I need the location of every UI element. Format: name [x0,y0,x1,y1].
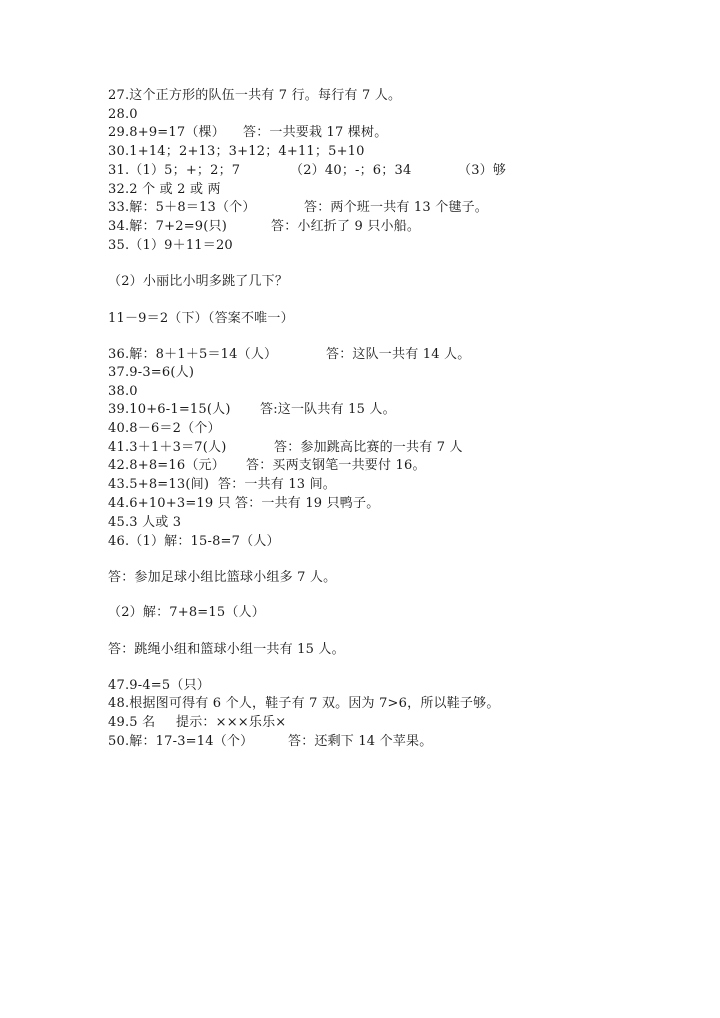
answer-text: 答：参加足球小组比篮球小组多 7 人。 [108,570,337,585]
answer-34 [108,218,420,236]
answer-27 [108,87,401,105]
answer-text: 29.8+9=17（棵） [108,125,225,140]
answer-part-2: （2）40；-；6；34 [290,163,412,178]
answer-text: 43.5+8=13(间) [108,477,210,492]
answer-36 [108,346,470,364]
answer-text: 39.10+6-1=15(人) [108,402,231,417]
answer-text: 40.8－6＝2（个） [108,421,221,436]
answer-reply: 答：一共要栽 17 棵树。 [243,125,388,140]
answer-text: （2）小丽比小明多跳了几下？ [108,274,289,289]
answer-reply: 答：这队一共有 14 人。 [326,347,471,362]
answer-reply: 答：一共有 13 间。 [218,477,337,492]
answer-hint: 提示：×××乐乐× [176,715,287,730]
answer-46-reply-2 [108,641,345,659]
answer-43 [108,476,336,494]
answer-reply: 答：两个班一共有 13 个毽子。 [304,200,489,215]
answer-reply: 答：小红折了 9 只小船。 [271,219,421,234]
answer-48 [108,695,500,713]
answer-text: 32.2 个 或 2 或 两 [108,182,221,197]
answer-30 [108,143,365,161]
answer-37 [108,364,194,382]
answer-text: 30.1+14；2+13；3+12；4+11；5+10 [108,144,365,159]
answer-text: 44.6+10+3=19 只 [108,496,231,511]
answer-text: 45.3 人或 3 [108,515,182,530]
answer-text: 50.解：17-3=14（个） [108,734,254,749]
answer-text: 47.9-4=5（只） [108,678,210,693]
answer-50 [108,733,432,751]
answer-text: 41.3＋1＋3＝7(人) [108,440,227,455]
answer-38 [108,383,138,401]
answer-33 [108,199,488,217]
answer-46-part-2 [108,604,265,622]
answer-part-3: （3）够 [458,163,507,178]
answer-text: 28.0 [108,107,138,122]
answer-39 [108,401,396,419]
answer-text: 35.（1）9＋11＝20 [108,238,233,253]
answer-28 [108,106,138,124]
answer-35-solution [108,310,294,328]
answer-49 [108,714,286,732]
answer-text: 42.8+8=16（元） [108,458,225,473]
answer-text: 27.这个正方形的队伍一共有 7 行。每行有 7 人。 [108,88,402,103]
answer-32 [108,181,221,199]
answer-47 [108,677,210,695]
answer-text: 37.9-3=6(人) [108,365,195,380]
answer-42 [108,457,426,475]
answer-46-reply-1 [108,569,336,587]
answer-text: 答：跳绳小组和篮球小组一共有 15 人。 [108,642,345,657]
answer-44 [108,495,379,513]
answer-35-question [108,273,288,291]
answer-31 [108,162,506,180]
answer-45 [108,514,181,532]
answer-reply: 答：一共有 19 只鸭子。 [235,496,380,511]
answer-text: 48.根据图可得有 6 个人，鞋子有 7 双。因为 7>6，所以鞋子够。 [108,696,500,711]
answer-41 [108,439,463,457]
answer-text: 46.（1）解：15-8=7（人） [108,534,280,549]
answer-reply: 答：买两支钢笔一共要付 16。 [246,458,426,473]
answer-text: 34.解：7+2=9(只) [108,219,228,234]
answer-text: 31.（1）5；+；2；7 [108,163,241,178]
answer-40 [108,420,221,438]
answer-text: 38.0 [108,384,138,399]
answer-text: 33.解：5＋8＝13（个） [108,200,256,215]
answer-reply: 答：参加跳高比赛的一共有 7 人 [274,440,463,455]
answer-reply: 答：还剩下 14 个苹果。 [288,734,433,749]
answer-46 [108,533,280,551]
answer-text: 11－9＝2（下）（答案不唯一） [108,311,294,326]
answer-text: （2）解：7+8=15（人） [108,605,265,620]
answer-reply: 答:这一队共有 15 人。 [260,402,396,417]
answer-29 [108,124,387,142]
answer-text: 36.解：8＋1＋5＝14（人） [108,347,278,362]
answer-35 [108,237,233,255]
answer-text: 49.5 名 [108,715,156,730]
